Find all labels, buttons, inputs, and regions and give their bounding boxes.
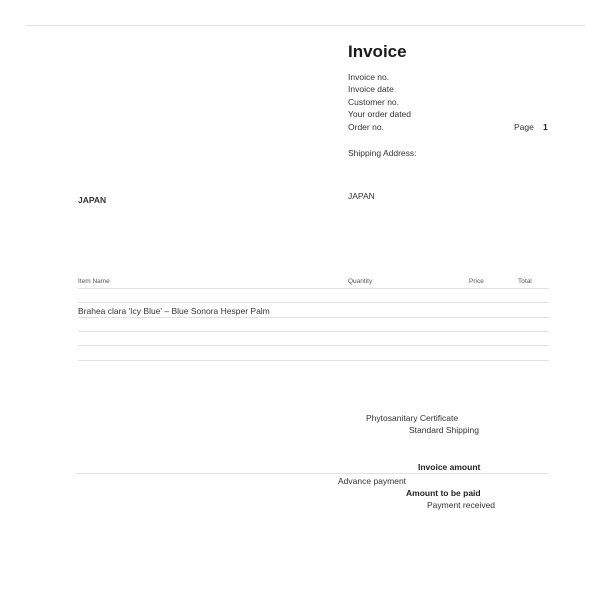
order-dated-label: Your order dated xyxy=(348,109,412,119)
table-rule xyxy=(78,317,549,318)
order-no-label: Order no. xyxy=(348,122,384,132)
invoice-no-label: Invoice no. xyxy=(348,72,390,82)
document-title: Invoice xyxy=(348,42,407,61)
amount-to-be-paid-label: Amount to be paid xyxy=(406,488,481,498)
standard-shipping-label: Standard Shipping xyxy=(409,425,479,435)
invoice-date-label: Invoice date xyxy=(348,84,394,94)
table-rule xyxy=(78,331,549,332)
customer-no-label: Customer no. xyxy=(348,97,400,107)
column-total: Total xyxy=(518,278,532,285)
phytosanitary-certificate-label: Phytosanitary Certificate xyxy=(366,413,459,423)
billing-country: JAPAN xyxy=(78,195,107,205)
column-item-name: Item Name xyxy=(78,278,110,285)
table-rule xyxy=(78,360,549,361)
page-label: Page xyxy=(514,122,534,132)
column-quantity: Quantity xyxy=(348,278,373,285)
table-rule xyxy=(78,302,549,303)
table-row: Brahea clara 'Icy Blue' – Blue Sonora Hesper Palm xyxy=(78,306,270,316)
totals-rule xyxy=(76,473,548,474)
top-divider xyxy=(26,25,585,26)
table-header-rule xyxy=(78,288,549,289)
page-number: 1 xyxy=(543,122,548,132)
shipping-address-label: Shipping Address: xyxy=(348,148,417,158)
column-price: Price xyxy=(469,278,484,285)
advance-payment-label: Advance payment xyxy=(338,476,407,486)
payment-received-label: Payment received xyxy=(427,500,496,510)
shipping-country: JAPAN xyxy=(348,191,375,201)
table-rule xyxy=(78,345,549,346)
invoice-amount-label: Invoice amount xyxy=(418,462,481,472)
